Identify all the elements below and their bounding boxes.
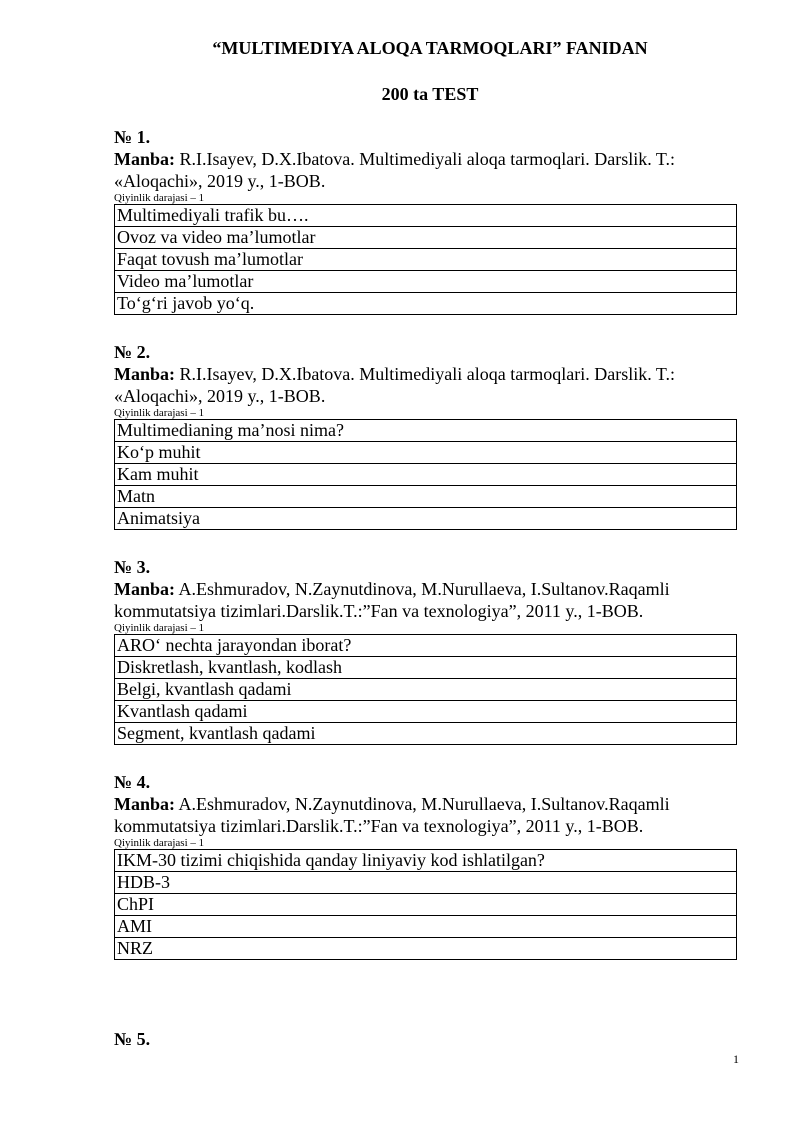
question-block xyxy=(114,341,736,530)
answer-table xyxy=(114,204,737,315)
question-text: ARO‘ nechta jarayondan iborat? xyxy=(115,635,736,657)
answer-option: Kvantlash qadami xyxy=(115,701,736,723)
question-block xyxy=(114,126,736,315)
question-source xyxy=(114,578,736,622)
answer-option: Animatsiya xyxy=(117,508,200,528)
source-text: A.Eshmuradov, N.Zaynutdinova, M.Nurullaeva, I.Sultanov.Raqamli kommutatsiya tizimlari.Darslik.T.:”Fan va texnologiya”, 2011 y., 1-BOB. xyxy=(114,579,670,621)
question-number: № 2. xyxy=(114,342,151,362)
question-block xyxy=(114,771,736,960)
difficulty-level: Qiyinlik darajasi – 1 xyxy=(114,622,205,634)
answer-option: Ko‘p muhit xyxy=(115,442,736,464)
question-number: № 5. xyxy=(114,1029,151,1049)
difficulty-level: Qiyinlik darajasi – 1 xyxy=(114,837,205,849)
source-label: Manba: xyxy=(114,364,176,384)
source-text: A.Eshmuradov, N.Zaynutdinova, M.Nurullaeva, I.Sultanov.Raqamli kommutatsiya tizimlari.Darslik.T.:”Fan va texnologiya”, 2011 y., 1-BOB. xyxy=(114,794,670,836)
question-source xyxy=(114,793,736,837)
question-number: № 4. xyxy=(114,772,151,792)
answer-option: AMI xyxy=(115,916,736,938)
source-label: Manba: xyxy=(114,794,176,814)
answer-option: ChPI xyxy=(115,894,736,916)
answer-option: Faqat tovush ma’lumotlar xyxy=(115,249,736,271)
answer-option: Ovoz va video ma’lumotlar xyxy=(115,227,736,249)
answer-option: To‘g‘ri javob yo‘q. xyxy=(117,293,255,313)
source-label: Manba: xyxy=(114,149,176,169)
question-source xyxy=(114,148,736,192)
answer-option: Belgi, kvantlash qadami xyxy=(115,679,736,701)
question-source xyxy=(114,363,736,407)
answer-option: Kam muhit xyxy=(115,464,736,486)
answer-option: HDB-3 xyxy=(115,872,736,894)
document-title: “MULTIMEDIYA ALOQA TARMOQLARI” FANIDAN xyxy=(212,38,648,58)
answer-table xyxy=(114,419,737,530)
question-text: IKM-30 tizimi chiqishida qanday liniyaviy kod ishlatilgan? xyxy=(115,850,736,872)
answer-option: Diskretlash, kvantlash, kodlash xyxy=(115,657,736,679)
answer-table xyxy=(114,634,737,745)
page-number: 1 xyxy=(733,1052,739,1066)
answer-option: Video ma’lumotlar xyxy=(115,271,736,293)
question-text: Multimedianing ma’nosi nima? xyxy=(115,420,736,442)
question-number: № 1. xyxy=(114,127,151,147)
source-label: Manba: xyxy=(114,579,176,599)
question-number: № 3. xyxy=(114,557,151,577)
question-text: Multimediyali trafik bu…. xyxy=(115,205,736,227)
difficulty-level: Qiyinlik darajasi – 1 xyxy=(114,407,205,419)
source-text: R.I.Isayev, D.X.Ibatova. Multimediyali aloqa tarmoqlari. Darslik. T.: «Aloqachi», 2019 y., 1-BOB. xyxy=(114,364,676,406)
source-text: R.I.Isayev, D.X.Ibatova. Multimediyali aloqa tarmoqlari. Darslik. T.: «Aloqachi», 2019 y., 1-BOB. xyxy=(114,149,676,191)
question-block xyxy=(114,1028,736,1050)
answer-option: NRZ xyxy=(117,938,153,958)
difficulty-level: Qiyinlik darajasi – 1 xyxy=(114,192,205,204)
answer-table xyxy=(114,849,737,960)
answer-option: Segment, kvantlash qadami xyxy=(117,723,316,743)
answer-option: Matn xyxy=(115,486,736,508)
question-block xyxy=(114,556,736,745)
document-subtitle: 200 ta TEST xyxy=(381,84,479,104)
